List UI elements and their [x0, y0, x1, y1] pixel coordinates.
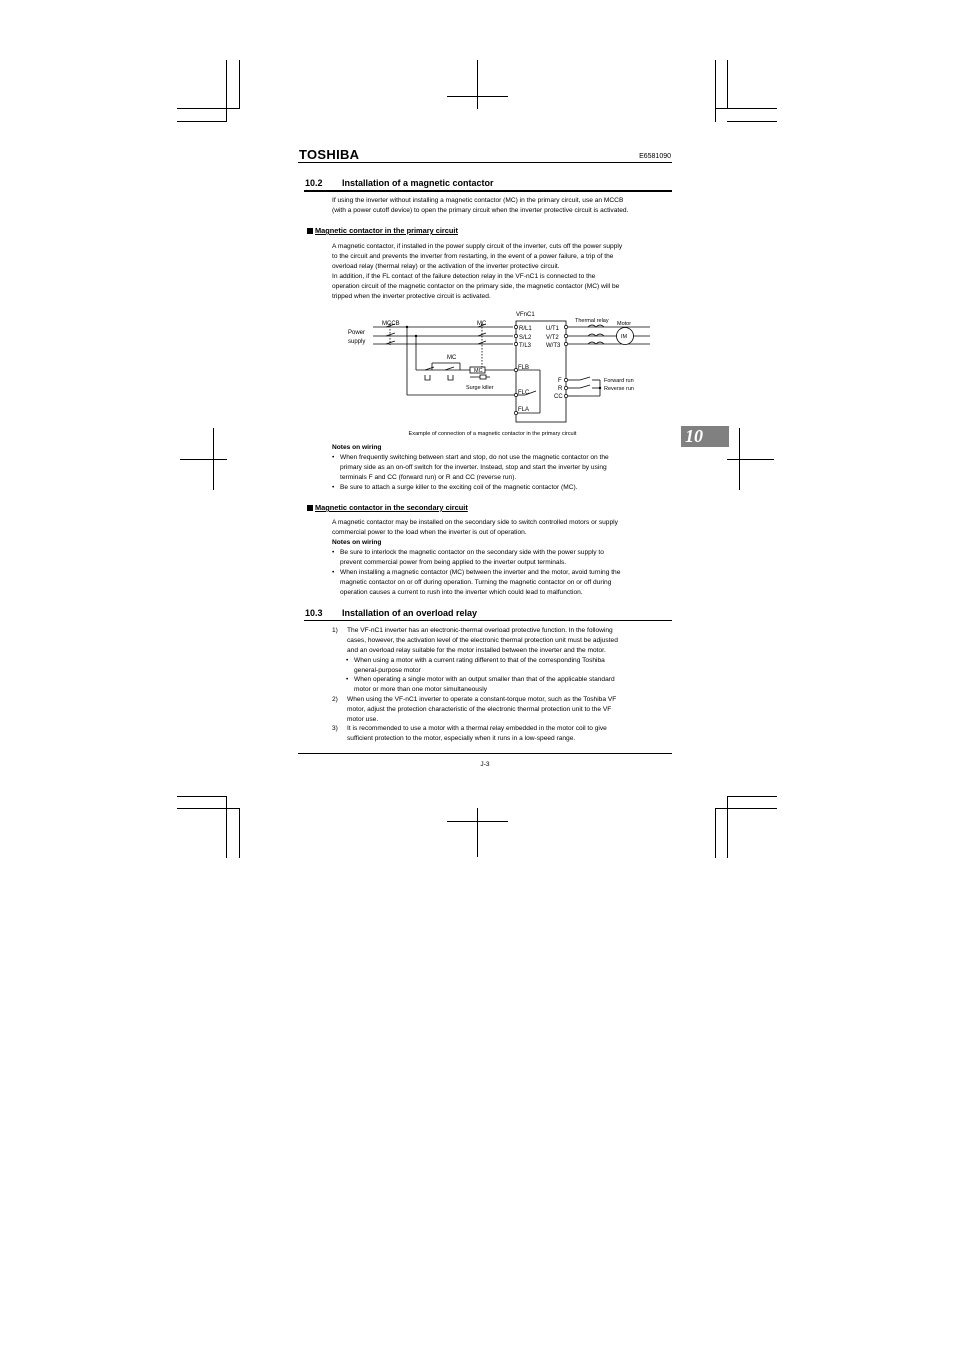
bullet-icon: •: [346, 676, 349, 683]
text-line: to the circuit and prevents the inverter from restarting, in the event of a power failure, a trip of the: [332, 252, 614, 260]
text-line: A magnetic contactor may be installed on the secondary side to switch controlled motors or supply: [332, 519, 618, 526]
motor-symbol: IM: [621, 334, 628, 340]
document-id: E6581090: [639, 153, 671, 160]
wiring-diagram: [300, 305, 660, 430]
terminal-label: U/T1: [546, 326, 560, 332]
text-line: When operating a single motor with an output smaller than that of the applicable standard: [354, 676, 615, 683]
text-line: The VF-nC1 inverter has an electronic-thermal overload protective function. In the following: [347, 627, 613, 634]
list-item: [332, 568, 672, 598]
mccb-label: MCCB: [382, 321, 400, 327]
text-line: It is recommended to use a motor with a thermal relay embedded in the motor coil to give: [347, 725, 607, 732]
terminal-label: F: [558, 378, 562, 384]
section-10-3-heading: [305, 608, 665, 620]
list-item: [346, 656, 672, 676]
terminal-label: T/L3: [519, 343, 532, 349]
text-line: (with a power cutoff device) to open the primary circuit when the inverter protective circuit is activated.: [332, 206, 629, 214]
section-title: Installation of a magnetic contactor: [342, 178, 494, 188]
mc-label: MC: [477, 321, 487, 327]
supply-label: supply: [348, 339, 366, 345]
bullet-icon: •: [346, 657, 349, 664]
text-line: sufficient protection to the motor, especially when it runs in a low-speed range.: [347, 734, 576, 742]
power-label: Power: [348, 330, 366, 336]
text-line: When installing a magnetic contactor (MC) between the inverter and the motor, avoid turning the: [340, 569, 621, 576]
header-rule: [298, 162, 672, 163]
list-item: [332, 548, 672, 568]
item-number: 1): [332, 627, 338, 634]
primary-paragraph: [332, 242, 672, 301]
text-line: primary side as an on-off switch for the inverter. Instead, stop and start the inverter by using: [340, 463, 607, 471]
text-line: motor use.: [347, 715, 379, 723]
reverse-run-label: Reverse run: [604, 386, 634, 392]
bullet-icon: •: [332, 454, 335, 461]
primary-circuit-heading: Magnetic contactor in the primary circuit: [307, 226, 458, 235]
inverter-label: VFnC1: [516, 312, 535, 318]
text-line: magnetic contactor on or off during operation. Turning the magnetic contactor on or off during: [340, 578, 612, 586]
bullet-icon: •: [332, 569, 335, 576]
text-line: and an overload relay suitable for the motor installed between the inverter and the motor.: [347, 646, 606, 654]
text-line: A magnetic contactor, if installed in the power supply circuit of the inverter, cuts off the power supply: [332, 243, 623, 250]
list-item: [332, 626, 672, 656]
terminal-label: V/T2: [546, 335, 559, 341]
mc-contact-label: MC: [447, 355, 457, 361]
notes-heading: Notes on wiring: [332, 539, 382, 546]
bullet-icon: •: [332, 484, 335, 491]
item-number: 3): [332, 725, 338, 732]
list-item: [332, 724, 672, 744]
terminal-label: S/L2: [519, 335, 532, 341]
list-item: [346, 675, 672, 695]
terminal-label: R: [558, 386, 563, 392]
list-item: [332, 695, 672, 725]
chapter-number: 10: [685, 426, 703, 446]
terminal-label: FLA: [518, 407, 530, 413]
text-line: overload relay (thermal relay) or the activation of the inverter protective circuit.: [332, 262, 560, 270]
forward-run-label: Forward run: [604, 378, 634, 384]
list-item: [332, 453, 672, 483]
text-line: general-purpose motor: [354, 666, 421, 674]
diagram-caption: Example of connection of a magnetic contactor in the primary circuit: [408, 431, 577, 437]
text-line: terminals F and CC (forward run) or R and CC (reverse run).: [340, 473, 517, 481]
text-line: commercial power to the load when the inverter is out of operation.: [332, 528, 527, 536]
page-number: J-3: [480, 761, 490, 768]
terminal-label: R/L1: [519, 326, 532, 332]
text-line: When using the VF-nC1 inverter to operate a constant-torque motor, such as the Toshiba VF: [347, 696, 617, 703]
text-line: motor, adjust the protection characteristic of the electronic thermal protection unit to the VF: [347, 705, 612, 713]
secondary-paragraph: [332, 518, 672, 538]
mc-coil-label: MC: [474, 368, 483, 374]
text-line: Be sure to attach a surge killer to the exciting coil of the magnetic contactor (MC).: [340, 484, 578, 491]
surge-killer-label: Surge killer: [466, 385, 494, 391]
thermal-relay-label: Thermal relay: [575, 318, 609, 324]
intro-paragraph: [332, 196, 672, 216]
text-line: In addition, if the FL contact of the failure detection relay in the VF-nC1 is connected to the: [332, 272, 596, 280]
text-line: operation circuit of the magnetic contactor on the primary side, the magnetic contactor (MC) will be: [332, 282, 620, 290]
notes-heading: Notes on wiring: [332, 444, 382, 451]
text-line: If using the inverter without installing a magnetic contactor (MC) in the primary circuit, use an MCCB: [332, 197, 624, 204]
text-line: When frequently switching between start and stop, do not use the magnetic contactor on the: [340, 454, 609, 461]
section-number: 10.2: [305, 178, 323, 188]
text-line: Be sure to interlock the magnetic contactor on the secondary side with the power supply to: [340, 549, 604, 556]
list-item: [332, 483, 672, 493]
footer-rule: [298, 753, 672, 754]
terminal-label: FLB: [518, 365, 530, 371]
section-10-2-heading: [305, 178, 665, 190]
motor-label: Motor: [617, 321, 632, 327]
toshiba-logo: TOSHIBA: [299, 147, 360, 162]
text-line: cases, however, the activation level of the electronic thermal protection unit must be adjusted: [347, 636, 618, 644]
text-line: When using a motor with a current rating different to that of the corresponding Toshiba: [354, 657, 605, 664]
chapter-tab: [681, 426, 729, 447]
text-line: tripped when the inverter protective circuit is activated.: [332, 292, 491, 300]
text-line: operation causes a current to rush into the inverter which could lead to malfunction.: [340, 588, 583, 596]
text-line: prevent commercial power from being applied to the inverter output terminals.: [340, 558, 567, 566]
section-10-2-rule: [304, 190, 672, 192]
bullet-icon: •: [332, 549, 335, 556]
section-10-3-rule: [304, 620, 672, 621]
item-number: 2): [332, 696, 338, 703]
terminal-label: W/T3: [546, 343, 561, 349]
text-line: motor or more than one motor simultaneously: [354, 685, 488, 693]
square-bullet-icon: [307, 228, 313, 234]
square-bullet-icon: [307, 505, 313, 511]
terminal-label: FLC: [518, 390, 530, 396]
section-number: 10.3: [305, 608, 323, 618]
section-title: Installation of an overload relay: [342, 608, 478, 618]
terminal-label: CC: [554, 394, 563, 400]
secondary-circuit-heading: Magnetic contactor in the secondary circuit: [307, 503, 468, 512]
